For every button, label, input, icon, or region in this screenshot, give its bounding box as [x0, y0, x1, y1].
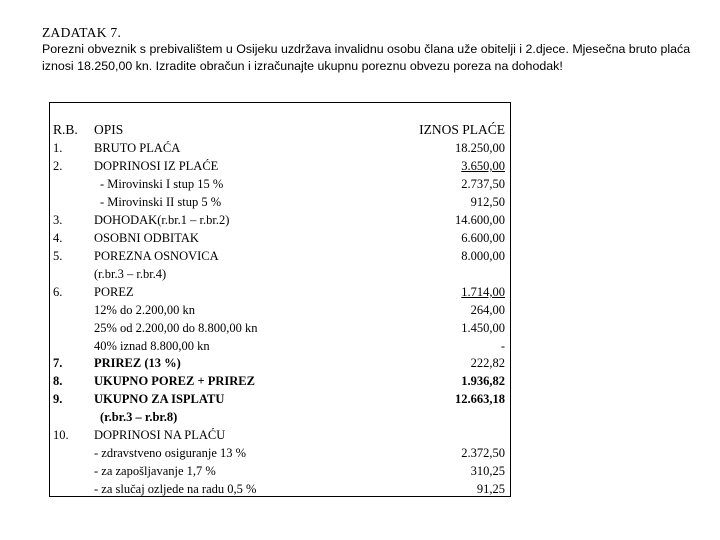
- row-amount: 1.450,00: [461, 321, 505, 335]
- row-amount: 8.000,00: [461, 249, 505, 263]
- row-description: DOHODAK(r.br.1 – r.br.2): [94, 213, 230, 227]
- row-description: OSOBNI ODBITAK: [94, 231, 199, 245]
- row-amount: 2.737,50: [461, 177, 505, 191]
- row-description: - Mirovinski I stup 15 %: [100, 177, 224, 191]
- table-row: [50, 229, 510, 247]
- row-number: 4.: [53, 231, 63, 245]
- row-description: UKUPNO ZA ISPLATU: [94, 392, 225, 406]
- row-amount: 91,25: [476, 482, 505, 496]
- table-group-1: [50, 139, 510, 211]
- table-row: [50, 265, 510, 283]
- table-row: [50, 139, 510, 157]
- table-row: [50, 390, 510, 408]
- table-row: [50, 211, 510, 229]
- row-description: PRIREZ (13 %): [94, 356, 181, 370]
- row-description: UKUPNO POREZ + PRIREZ: [94, 374, 255, 388]
- row-amount: 2.372,50: [461, 446, 505, 460]
- table-row: [50, 157, 510, 175]
- task-description-line-2: iznosi 18.250,00 kn. Izradite obračun i izračunajte ukupnu poreznu obvezu poreza na dohodak!: [42, 59, 563, 73]
- row-amount: 1.936,82: [461, 374, 505, 388]
- row-number: 1.: [53, 141, 63, 155]
- table-row: [50, 301, 510, 319]
- row-number: 9.: [53, 392, 63, 406]
- row-amount: 18.250,00: [455, 141, 505, 155]
- row-number: 6.: [53, 285, 63, 299]
- row-number: 10.: [53, 428, 69, 442]
- row-amount: 3.650,00: [461, 159, 505, 173]
- table-group-header: [50, 121, 510, 139]
- table-row: [50, 408, 510, 426]
- row-amount: 14.600,00: [455, 213, 505, 227]
- row-description: (r.br.3 – r.br.4): [94, 267, 167, 281]
- table-group-5: [50, 426, 510, 498]
- table-group-2: [50, 211, 510, 283]
- table-row: [50, 175, 510, 193]
- row-description: POREZNA OSNOVICA: [94, 249, 219, 263]
- row-description: - zdravstveno osiguranje 13 %: [94, 446, 247, 460]
- calculation-table: [49, 102, 511, 497]
- table-row: [50, 354, 510, 372]
- row-amount: 1.714,00: [461, 285, 505, 299]
- table-row: [50, 480, 510, 498]
- row-description: 25% od 2.200,00 do 8.800,00 kn: [94, 321, 258, 335]
- row-description: DOPRINOSI IZ PLAĆE: [94, 159, 219, 173]
- header-rb: R.B.: [53, 122, 78, 137]
- row-description: 12% do 2.200,00 kn: [94, 303, 196, 317]
- row-description: - za zapošljavanje 1,7 %: [94, 464, 216, 478]
- header-iznos: IZNOS PLAĆE: [419, 122, 505, 137]
- table-row: [50, 193, 510, 211]
- table-row: [50, 372, 510, 390]
- row-amount: 912,50: [470, 195, 505, 209]
- row-number: 7.: [53, 356, 63, 370]
- table-row: [50, 444, 510, 462]
- row-amount: 264,00: [470, 303, 505, 317]
- table-row: [50, 283, 510, 301]
- table-group-4: [50, 354, 510, 426]
- table-row: [50, 426, 510, 444]
- row-amount: 12.663,18: [455, 392, 505, 406]
- table-row: [50, 319, 510, 337]
- row-number: 5.: [53, 249, 63, 263]
- row-amount: -: [500, 339, 505, 353]
- row-amount: 6.600,00: [461, 231, 505, 245]
- task-description-line-1: Porezni obveznik s prebivalištem u Osijeku uzdržava invalidnu osobu člana uže obitelji i 2.djece. Mjesečna bruto plaća: [42, 42, 691, 56]
- table-row: [50, 337, 510, 355]
- table-group-3: [50, 283, 510, 355]
- row-description: POREZ: [94, 285, 134, 299]
- table-row: [50, 462, 510, 480]
- row-number: 8.: [53, 374, 63, 388]
- row-description: - za slučaj ozljede na radu 0,5 %: [94, 482, 257, 496]
- table-header-row: [50, 121, 510, 139]
- row-description: DOPRINOSI NA PLAĆU: [94, 428, 226, 442]
- row-amount: 222,82: [470, 356, 505, 370]
- row-description: BRUTO PLAĆA: [94, 141, 181, 155]
- row-description: (r.br.3 – r.br.8): [100, 410, 178, 424]
- table-row: [50, 247, 510, 265]
- header-opis: OPIS: [94, 122, 124, 137]
- task-description: [42, 41, 720, 75]
- row-description: 40% iznad 8.800,00 kn: [94, 339, 210, 353]
- row-amount: 310,25: [470, 464, 505, 478]
- page-title: ZADATAK 7.: [42, 25, 122, 40]
- row-description: - Mirovinski II stup 5 %: [100, 195, 222, 209]
- row-number: 2.: [53, 159, 63, 173]
- row-number: 3.: [53, 213, 63, 227]
